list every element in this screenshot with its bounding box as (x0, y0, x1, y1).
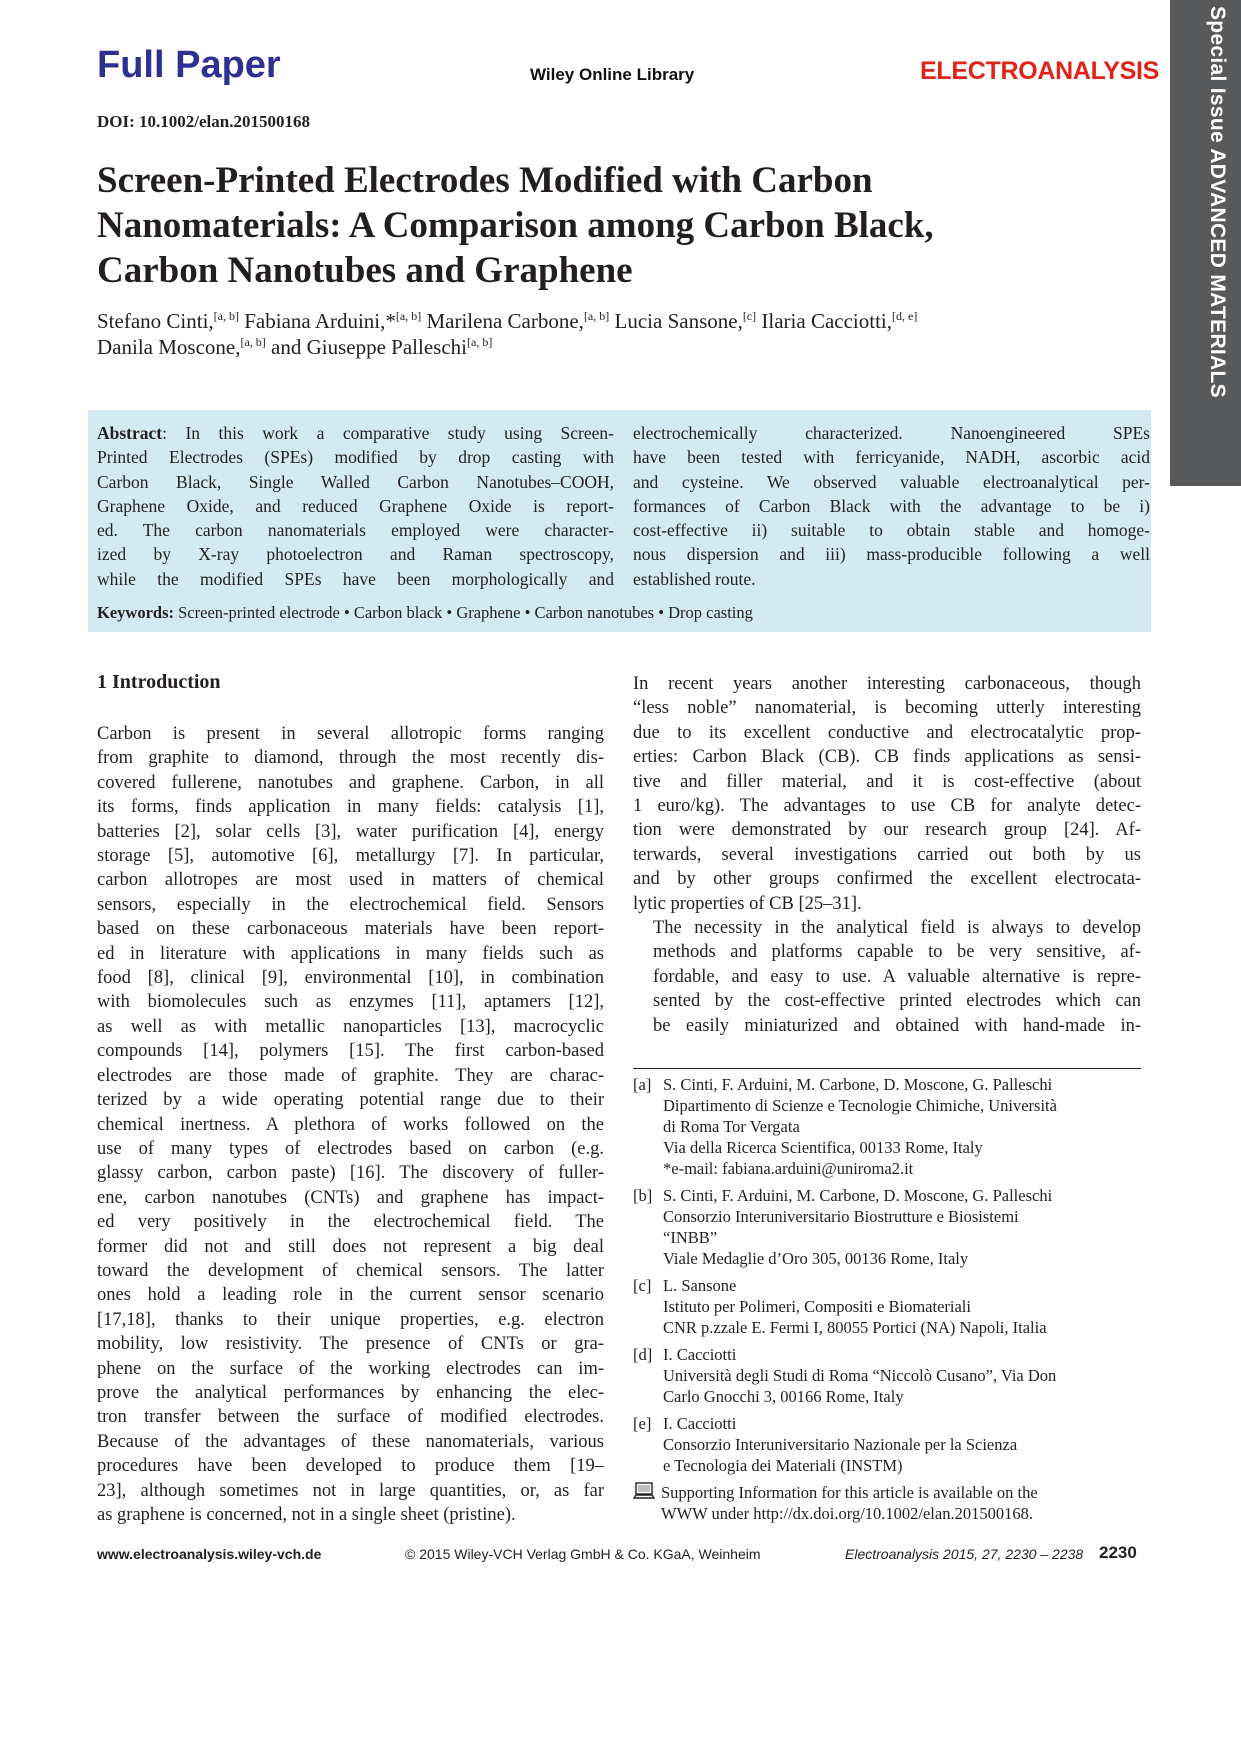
text-line: food [8], clinical [9], environmental [10], in combination (97, 968, 604, 989)
affiliations (633, 1074, 1141, 1530)
text-line: storage [5], automotive [6], metallurgy [7]. In particular, (97, 846, 604, 867)
affiliation-entry (633, 1275, 1141, 1338)
affiliation-line: Consorzio Interuniversitario Nazionale per la Scienza (663, 1435, 1018, 1454)
supporting-info-line: Supporting Information for this article is available on the (661, 1483, 1038, 1502)
text-line: its forms, finds application in many fields: catalysis [1], (97, 797, 604, 818)
author-name: Marilena Carbone, (426, 309, 584, 333)
text-line: based on these carbonaceous materials have been report- (97, 919, 604, 940)
text-line: erties: Carbon Black (CB). CB finds applications as sensi- (633, 747, 1141, 768)
text-line: be easily miniaturized and obtained with hand-made in- (653, 1015, 1141, 1036)
text-line: former did not and still does not represent a big deal (97, 1236, 604, 1257)
footer-url[interactable]: www.electroanalysis.wiley-vch.de (97, 1546, 322, 1562)
affiliation-line: Consorzio Interuniversitario Biostrutture e Biosistemi (663, 1207, 1019, 1226)
affiliation-text (663, 1074, 1057, 1179)
text-line: ene, carbon nanotubes (CNTs) and graphene has impact- (97, 1187, 604, 1208)
title-line: Carbon Nanotubes and Graphene (97, 250, 633, 291)
abstract-column-2 (633, 421, 1150, 591)
text-line: electrodes are those made of graphite. They are charac- (97, 1065, 604, 1086)
affiliation-line: I. Cacciotti (663, 1414, 737, 1433)
text-line: covered fullerene, nanotubes and graphene. Carbon, in all (97, 772, 604, 793)
affiliation-text (663, 1275, 1047, 1338)
text-line: prove the analytical performances by enhancing the elec- (97, 1382, 604, 1403)
author-name: Lucia Sansone, (614, 309, 743, 333)
author-affiliation-mark: [a, b] (583, 309, 610, 323)
wiley-online-library-label[interactable]: Wiley Online Library (530, 65, 695, 84)
title-line: Screen-Printed Electrodes Modified with Carbon (97, 160, 873, 201)
text-line: mobility, low resistivity. The presence of CNTs or gra- (97, 1334, 604, 1355)
text-line: Carbon is present in several allotropic forms ranging (97, 724, 604, 744)
author-list (97, 308, 1097, 360)
text-line: tion were demonstrated by our research group [24]. Af- (633, 820, 1141, 841)
affiliation-tag: [b] (633, 1186, 653, 1205)
affiliation-divider (633, 1068, 1141, 1069)
author-name: and Giuseppe Palleschi (271, 335, 467, 359)
author-affiliation-mark: [a, b] (467, 335, 493, 349)
text-line: use of many types of electrodes based on carbon (e.g. (97, 1138, 604, 1159)
intro-paragraph-1 (97, 722, 604, 1527)
affiliation-line: Istituto per Polimeri, Compositi e Biomateriali (663, 1297, 971, 1316)
affiliation-entry (633, 1413, 1141, 1476)
affiliation-text (663, 1185, 1052, 1269)
affiliation-line: S. Cinti, F. Arduini, M. Carbone, D. Moscone, G. Palleschi (663, 1186, 1053, 1205)
author-affiliation-mark: [d, e] (892, 309, 918, 323)
text-line: established route. (633, 568, 756, 589)
author-name: Ilaria Cacciotti, (761, 309, 892, 333)
text-line: fordable, and easy to use. A valuable alternative is repre- (653, 966, 1141, 987)
text-line: methods and platforms capable to be very sensitive, af- (653, 942, 1141, 963)
text-line: toward the development of chemical sensors. The latter (97, 1260, 604, 1281)
author-name: Stefano Cinti, (97, 309, 214, 333)
affiliation-line: Via della Ricerca Scientifica, 00133 Rome, Italy (663, 1138, 983, 1157)
text-line: ed. The carbon nanomaterials employed were character- (97, 520, 614, 541)
text-line: sensors, especially in the electrochemical field. Sensors (97, 894, 604, 915)
text-line: phene on the surface of the working electrodes can im- (97, 1358, 604, 1379)
affiliation-line: Dipartimento di Scienze e Tecnologie Chimiche, Università (663, 1096, 1057, 1115)
affiliation-tag: [a] (633, 1075, 652, 1094)
footer-citation: Electroanalysis 2015, 27, 2230 – 2238 (845, 1546, 1084, 1562)
text-line: “less noble” nanomaterial, is becoming utterly interesting (633, 698, 1141, 719)
text-line: with biomolecules such as enzymes [11], aptamers [12], (97, 992, 604, 1013)
text-line: Printed Electrodes (SPEs) modified by drop casting with (97, 447, 614, 468)
affiliation-line: Università degli Studi di Roma “Niccolò Cusano”, Via Don (663, 1366, 1057, 1385)
affiliation-line: L. Sansone (663, 1276, 737, 1295)
text-line: ed in literature with applications in many fields such as (97, 943, 604, 964)
affiliation-line: I. Cacciotti (663, 1345, 737, 1364)
text-line: cost-effective ii) suitable to obtain stable and homoge- (633, 520, 1150, 541)
affiliation-line: Viale Medaglie d’Oro 305, 00136 Rome, Italy (663, 1249, 969, 1268)
paper-title (97, 158, 1097, 293)
abstract-text: : In this work a comparative study using Screen- (162, 423, 614, 443)
text-line: procedures have been developed to produce them [19– (97, 1456, 604, 1477)
text-line: and by other groups confirmed the excellent electrocata- (633, 869, 1141, 890)
affiliation-line: CNR p.zzale E. Fermi I, 80055 Portici (NA) Napoli, Italia (663, 1318, 1047, 1337)
affiliation-entry (633, 1344, 1141, 1407)
text-line: ized by X-ray photoelectron and Raman spectroscopy, (97, 544, 614, 565)
author-affiliation-mark: [a, b] (240, 335, 266, 349)
text-line: terized by a wide operating potential range due to their (97, 1090, 604, 1111)
affiliation-text (663, 1344, 1056, 1407)
text-line (97, 421, 614, 445)
keywords-label: Keywords: (97, 603, 174, 622)
section-heading-introduction: 1 Introduction (97, 671, 221, 693)
text-line: sented by the cost-effective printed electrodes which can (653, 991, 1141, 1012)
text-line: lytic properties of CB [25–31]. (633, 893, 862, 914)
affiliation-line[interactable]: *e-mail: fabiana.arduini@uniroma2.it (663, 1159, 914, 1178)
computer-icon (633, 1482, 661, 1524)
text-line: tron transfer between the surface of modified electrodes. (97, 1407, 604, 1428)
affiliation-line: Carlo Gnocchi 3, 00166 Rome, Italy (663, 1387, 904, 1406)
title-line: Nanomaterials: A Comparison among Carbon Black, (97, 205, 934, 246)
keywords-items: Screen-printed electrode • Carbon black • Graphene • Carbon nanotubes • Drop casting (178, 603, 753, 622)
text-line: and cysteine. We observed valuable electroanalytical per- (633, 471, 1150, 492)
affiliation-line: e Tecnologia dei Materiali (INSTM) (663, 1456, 903, 1475)
affiliation-tag: [d] (633, 1345, 653, 1364)
intro-paragraph-3 (633, 916, 1141, 1038)
text-line: formances of Carbon Black with the advantage to be i) (633, 495, 1150, 516)
text-line: ones hold a leading role in the current sensor scenario (97, 1285, 604, 1306)
text-line: electrochemically characterized. Nanoengineered SPEs (633, 423, 1150, 443)
text-line: as graphene is concerned, not in a single sheet (pristine). (97, 1505, 516, 1525)
text-line: while the modified SPEs have been morphologically and (97, 568, 614, 589)
author-affiliation-mark: [a, b] (213, 309, 239, 323)
text-line: tive and filler material, and it is cost-effective (about (633, 771, 1141, 792)
text-line: ed very positively in the electrochemical field. The (97, 1212, 604, 1233)
text-line: Carbon Black, Single Walled Carbon Nanotubes–COOH, (97, 471, 614, 492)
text-line: 1 euro/kg). The advantages to use CB for analyte detec- (633, 796, 1141, 817)
text-line: due to its excellent conductive and electrocatalytic prop- (633, 722, 1141, 743)
affiliation-entry (633, 1185, 1141, 1269)
footer-copyright: © 2015 Wiley-VCH Verlag GmbH & Co. KGaA, Weinheim (405, 1546, 761, 1562)
text-line: as well as with metallic nanoparticles [13], macrocyclic (97, 1016, 604, 1037)
affiliation-line: S. Cinti, F. Arduini, M. Carbone, D. Moscone, G. Palleschi (663, 1075, 1053, 1094)
text-line: chemical inertness. A plethora of works followed on the (97, 1114, 604, 1135)
author-affiliation-mark: [c] (742, 309, 757, 323)
affiliation-line: “INBB” (663, 1228, 718, 1247)
affiliation-line: di Roma Tor Vergata (663, 1117, 800, 1136)
keywords-line (97, 603, 753, 623)
text-line: glassy carbon, carbon paste) [16]. The discovery of fuller- (97, 1163, 604, 1184)
supporting-information (633, 1482, 1141, 1524)
author-affiliation-mark: [a, b] (395, 309, 422, 323)
text-line: from graphite to diamond, through the most recently dis- (97, 748, 604, 769)
author-name: Danila Moscone, (97, 335, 241, 359)
text-line: 23], although sometimes not in large quantities, or, as far (97, 1480, 604, 1501)
abstract-column-1 (97, 421, 614, 591)
page-number: 2230 (1099, 1543, 1137, 1562)
text-line: Because of the advantages of these nanomaterials, various (97, 1431, 604, 1452)
author-name: Fabiana Arduini,* (244, 309, 396, 333)
text-line: The necessity in the analytical field is always to develop (653, 918, 1141, 938)
doi[interactable]: DOI: 10.1002/elan.201500168 (97, 112, 310, 131)
article-type-label: Full Paper (97, 44, 281, 86)
affiliation-entry (633, 1074, 1141, 1179)
abstract-label: Abstract (97, 423, 163, 443)
text-line: nous dispersion and iii) mass-producible following a well (633, 544, 1150, 565)
text-line: carbon allotropes are most used in matters of chemical (97, 870, 604, 891)
text-line: Graphene Oxide, and reduced Graphene Oxide is report- (97, 495, 614, 516)
text-line: have been tested with ferricyanide, NADH, ascorbic acid (633, 447, 1150, 468)
text-line: compounds [14], polymers [15]. The first carbon-based (97, 1041, 604, 1062)
affiliation-tag: [c] (633, 1276, 652, 1295)
supporting-info-line[interactable]: WWW under http://dx.doi.org/10.1002/elan.201500168. (661, 1504, 1033, 1523)
text-line: terwards, several investigations carried out both by us (633, 844, 1141, 865)
special-issue-label: Special Issue ADVANCED MATERIALS (1206, 6, 1229, 398)
intro-paragraph-2 (633, 672, 1141, 916)
affiliation-text (663, 1413, 1017, 1476)
affiliation-tag: [e] (633, 1414, 652, 1433)
text-line: In recent years another interesting carbonaceous, though (633, 674, 1141, 694)
text-line: [17,18], thanks to their unique properties, e.g. electron (97, 1309, 604, 1330)
text-line: batteries [2], solar cells [3], water purification [4], energy (97, 821, 604, 842)
journal-name: ELECTROANALYSIS (920, 57, 1160, 85)
